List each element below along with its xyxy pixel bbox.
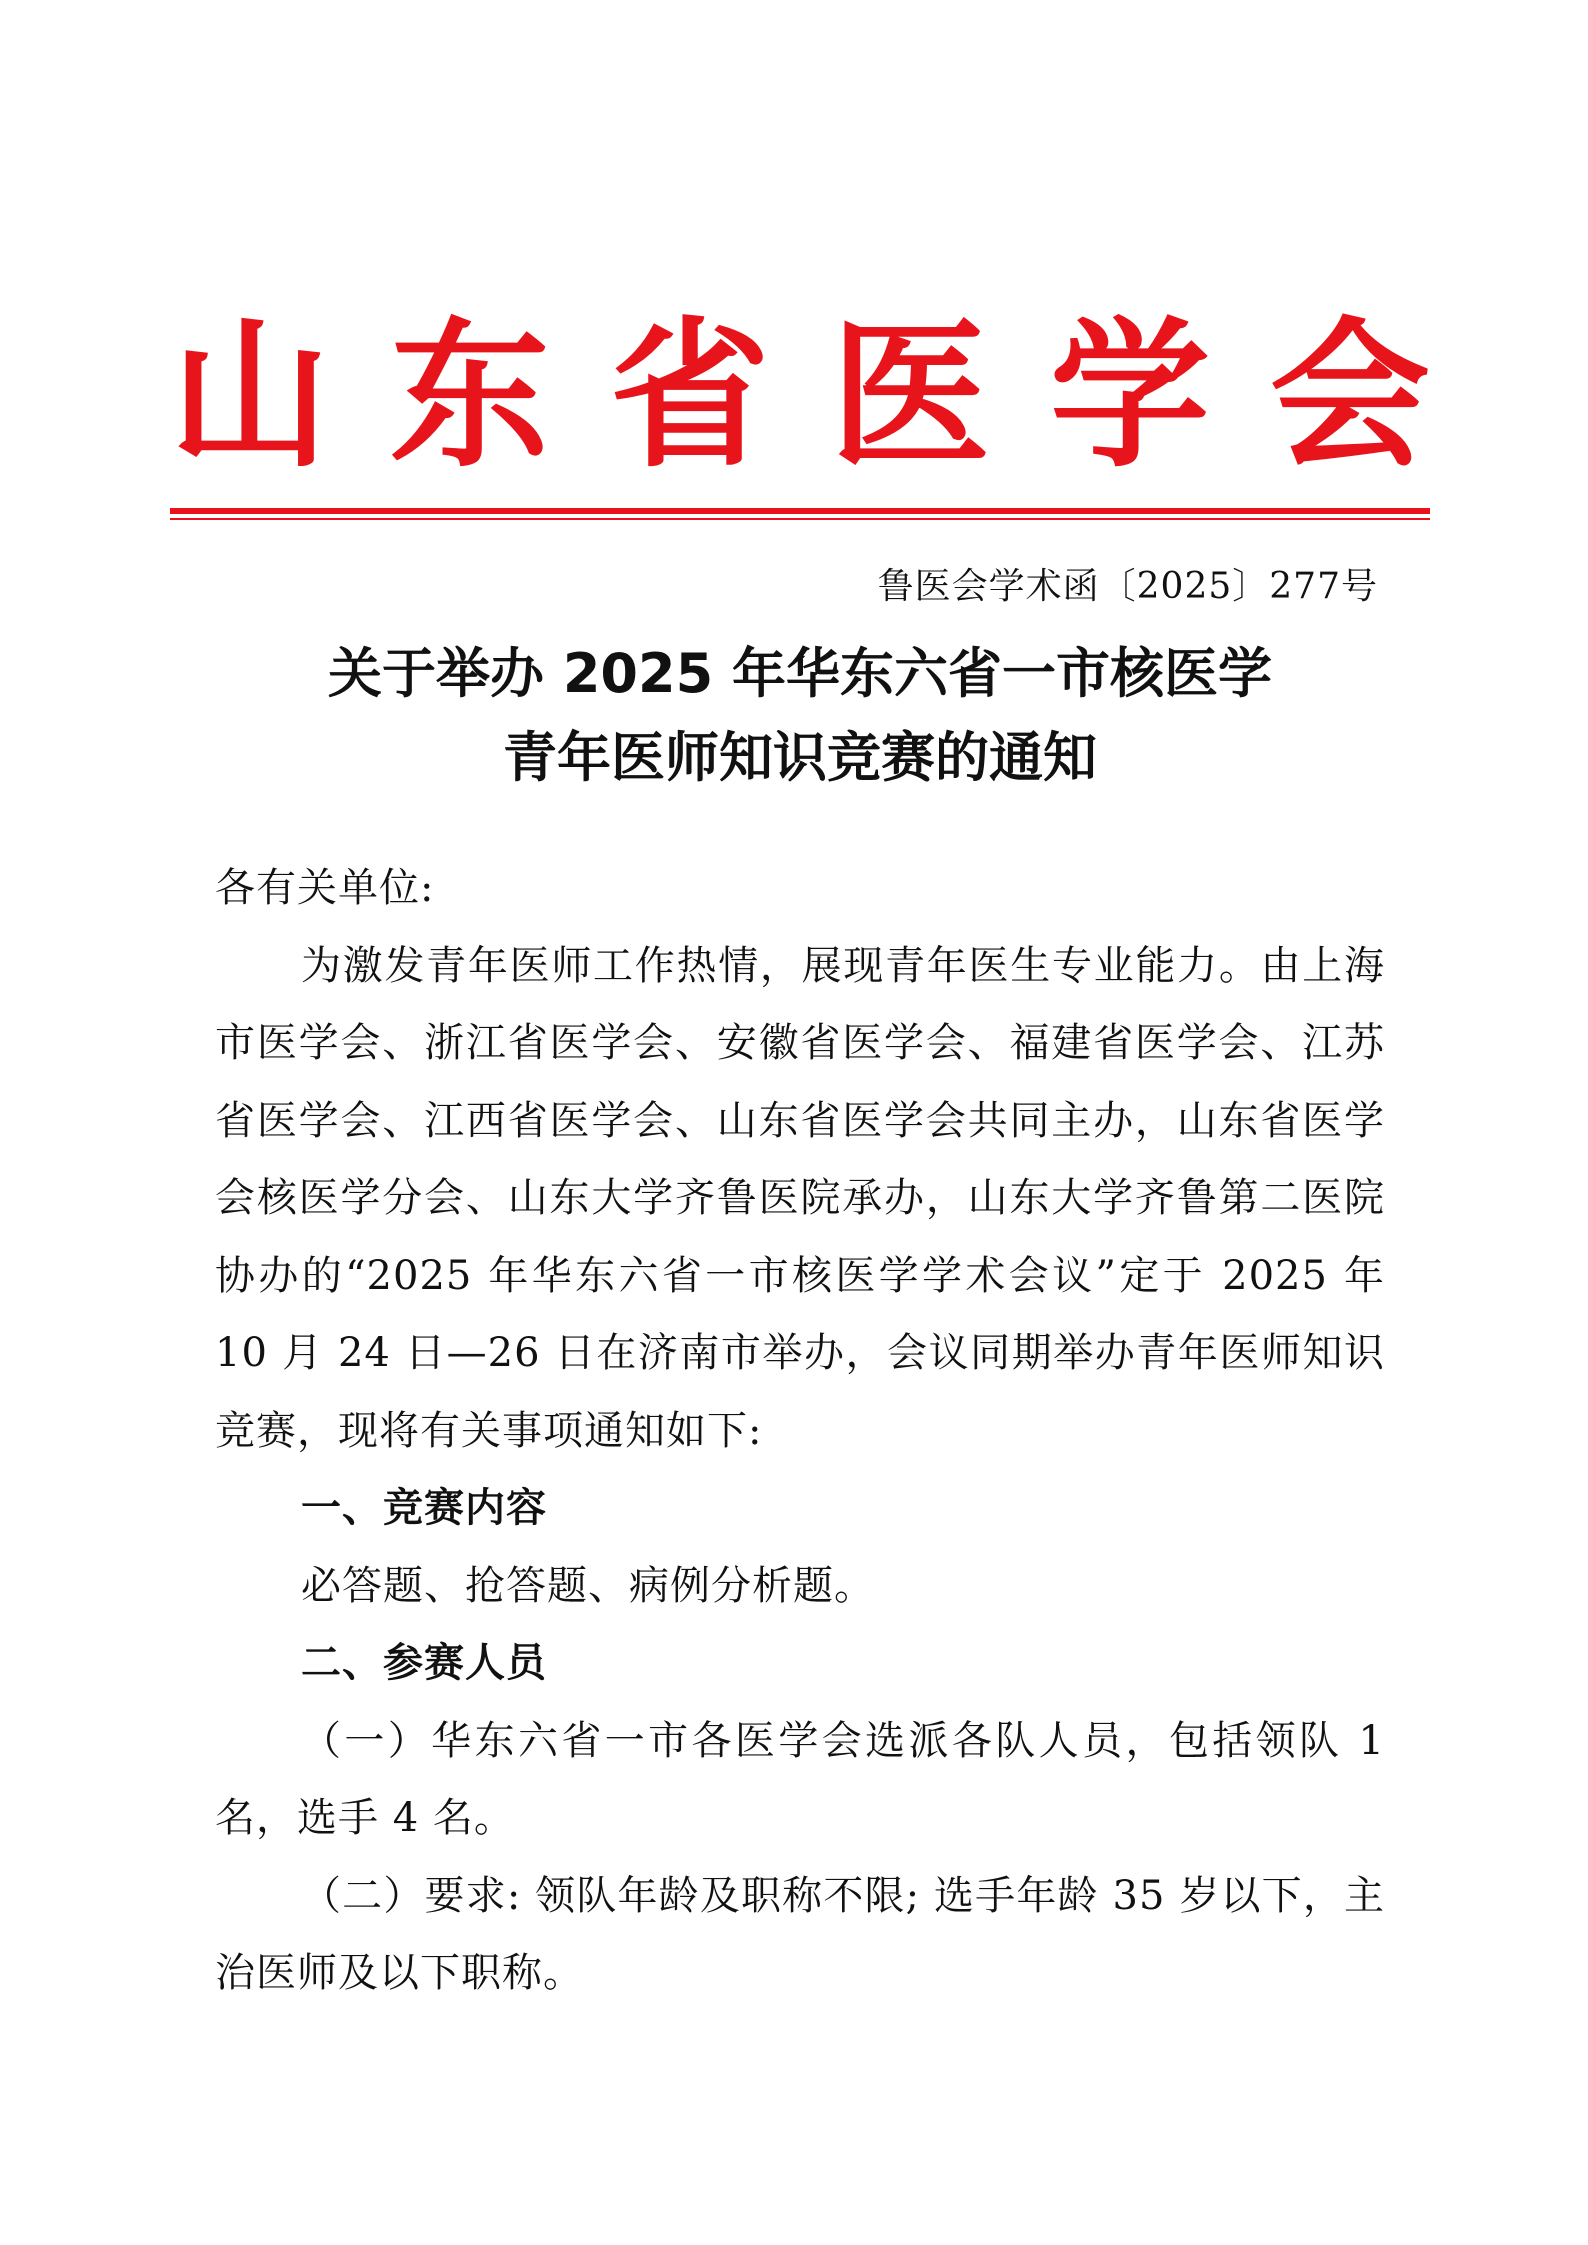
header-divider-thick	[170, 508, 1430, 514]
intro-paragraph: 为激发青年医师工作热情，展现青年医生专业能力。由上海市医学会、浙江省医学会、安徽省医学会、福建省医学会、江苏省医学会、江西省医学会、山东省医学会共同主办，山东省医学会核医学分会、山东大学齐鲁医院承办，山东大学齐鲁第二医院协办的“2025 年华东六省一市核医学学术会议”定于 2025 年 10 月 24 日—26 日在济南市举办，会议同期举办青年医师知识竞赛，现将有关事项通知如下:	[215, 942, 1385, 1454]
document-body	[215, 850, 1385, 2013]
document-number: 鲁医会学术函〔2025〕277号	[877, 566, 1378, 607]
section-paragraph: 必答题、抢答题、病例分析题。	[301, 1562, 875, 1609]
title-line-2: 青年医师知识竞赛的通知	[503, 726, 1097, 789]
section-paragraph: （二）要求: 领队年龄及职称不限; 选手年龄 35 岁以下，主治医师及以下职称。	[215, 1872, 1385, 1996]
org-char: 医	[829, 301, 990, 489]
org-char: 省	[609, 301, 770, 489]
section-paragraph: （一）华东六省一市各医学会选派各队人员，包括领队 1 名，选手 4 名。	[215, 1717, 1385, 1841]
header-divider-thin	[170, 518, 1430, 520]
title-line-1: 关于举办 2025 年华东六省一市核医学	[328, 642, 1272, 705]
org-char: 会	[1269, 301, 1430, 489]
org-char: 学	[1049, 301, 1210, 489]
org-char: 山	[170, 301, 331, 489]
section-heading-participants: 二、参赛人员	[301, 1640, 547, 1686]
organization-header	[170, 300, 1430, 490]
salutation: 各有关单位:	[215, 865, 435, 911]
section-heading-content: 一、竞赛内容	[301, 1485, 547, 1531]
org-char: 东	[389, 301, 550, 489]
document-title	[170, 632, 1430, 800]
